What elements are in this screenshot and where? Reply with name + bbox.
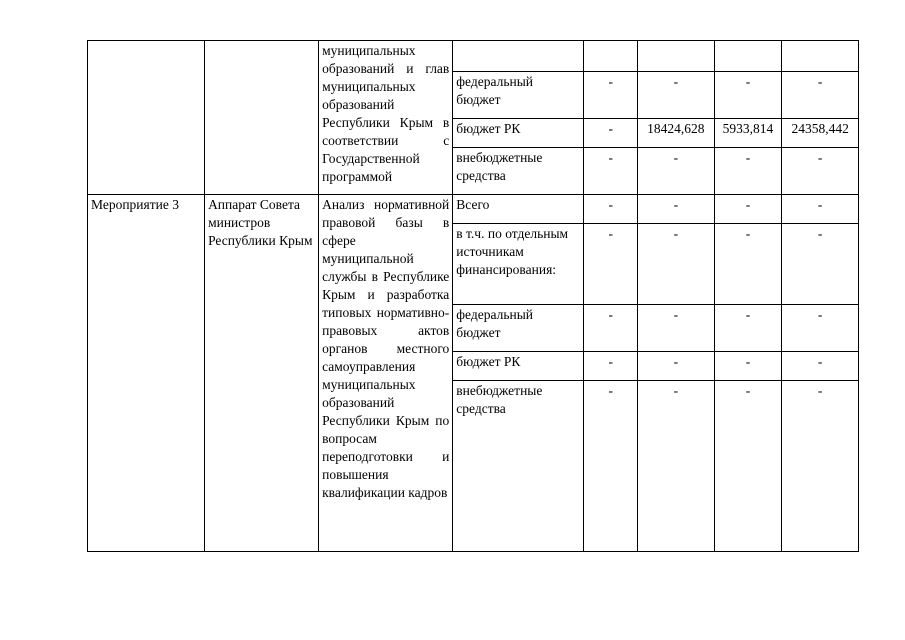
value-cell: - (714, 352, 782, 381)
value-cell: - (637, 352, 714, 381)
source-cell: бюджет РК (453, 119, 584, 148)
value-cell: - (714, 72, 782, 119)
value-cell: - (584, 305, 637, 352)
value-cell (584, 41, 637, 72)
source-cell: Всего (453, 195, 584, 224)
value-cell: - (584, 352, 637, 381)
value-cell: - (714, 305, 782, 352)
value-cell: - (637, 224, 714, 305)
value-cell (714, 41, 782, 72)
value-cell: - (637, 381, 714, 552)
value-cell: 5933,814 (714, 119, 782, 148)
value-cell: - (584, 195, 637, 224)
description-cell: муниципальных образований и глав муниципальных образований Республики Крым в соответствии с Государственной программой (319, 41, 453, 195)
value-cell: - (782, 148, 859, 195)
executor-cell: Аппарат Совета министров Республики Крым (205, 195, 319, 552)
source-cell: федеральный бюджет (453, 72, 584, 119)
value-cell: - (782, 305, 859, 352)
value-cell: - (782, 72, 859, 119)
funding-table (87, 40, 859, 552)
value-cell: - (782, 381, 859, 552)
source-cell: в т.ч. по отдельным источникам финансирования: (453, 224, 584, 305)
source-cell: федеральный бюджет (453, 305, 584, 352)
executor-cell (205, 41, 319, 195)
value-cell: - (584, 119, 637, 148)
value-cell: - (584, 72, 637, 119)
source-cell (453, 41, 584, 72)
value-cell: - (782, 195, 859, 224)
value-cell (782, 41, 859, 72)
measure-cell: Мероприятие 3 (88, 195, 205, 552)
value-cell: - (714, 195, 782, 224)
table-row (88, 195, 859, 224)
value-cell: - (714, 148, 782, 195)
value-cell: - (584, 224, 637, 305)
source-cell: внебюджетные средства (453, 381, 584, 552)
value-cell: 18424,628 (637, 119, 714, 148)
value-cell (637, 41, 714, 72)
description-cell: Анализ нормативной правовой базы в сфере муниципальной службы в Республике Крым и разработка типовых нормативно-правовых актов органов местного самоуправления муниципальных образований Республики Крым по вопросам переподготовки и повышения квалификации кадров (319, 195, 453, 552)
value-cell: - (637, 195, 714, 224)
source-cell: внебюджетные средства (453, 148, 584, 195)
measure-cell (88, 41, 205, 195)
value-cell: - (714, 381, 782, 552)
value-cell: - (782, 224, 859, 305)
value-cell: - (637, 72, 714, 119)
value-cell: - (714, 224, 782, 305)
value-cell: - (637, 148, 714, 195)
value-cell: - (782, 352, 859, 381)
value-cell: - (584, 381, 637, 552)
value-cell: - (637, 305, 714, 352)
value-cell: - (584, 148, 637, 195)
source-cell: бюджет РК (453, 352, 584, 381)
table-row (88, 41, 859, 72)
value-cell: 24358,442 (782, 119, 859, 148)
